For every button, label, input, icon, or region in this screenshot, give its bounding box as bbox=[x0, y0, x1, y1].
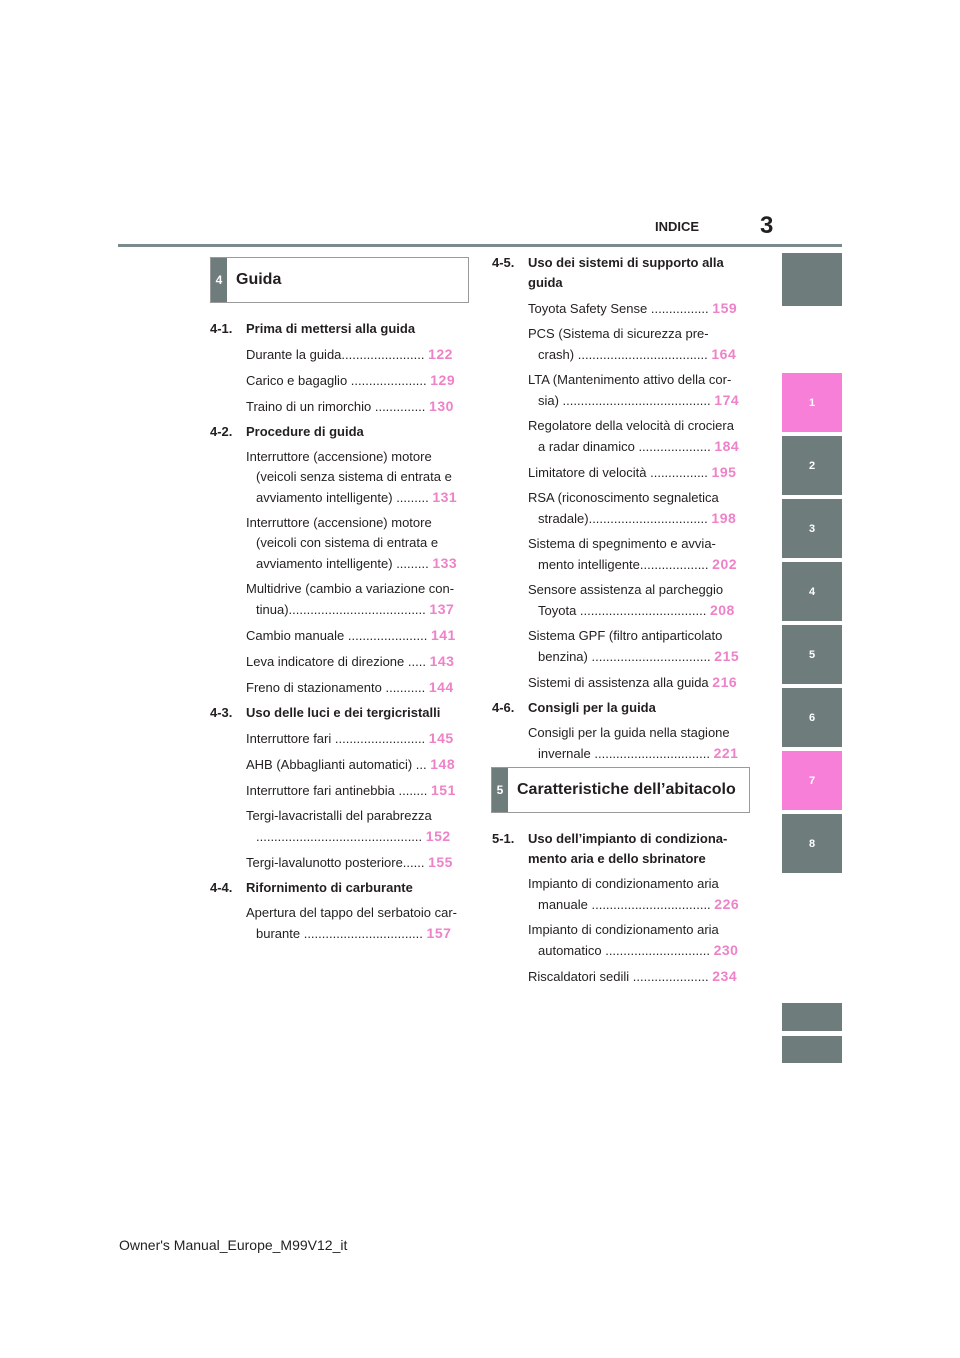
toc-entry-text: RSA (riconoscimento segnaletica bbox=[528, 490, 719, 505]
toc-entry-text: manuale ................................. bbox=[538, 897, 711, 912]
chapter-tab-label: 6 bbox=[808, 711, 816, 724]
chapter-tab-2[interactable] bbox=[782, 436, 842, 495]
toc-entry-label bbox=[246, 553, 468, 574]
page-link[interactable]: 151 bbox=[431, 782, 456, 798]
toc-entry-label bbox=[528, 436, 750, 457]
toc-entry[interactable] bbox=[210, 852, 468, 873]
toc-entry-label bbox=[528, 390, 750, 411]
toc-entry-label bbox=[246, 513, 468, 533]
toc-entry[interactable] bbox=[210, 651, 468, 672]
toc-entry-text: Interruttore fari ......................... bbox=[246, 731, 426, 746]
section-number: 4-2. bbox=[210, 424, 233, 439]
page-link[interactable]: 184 bbox=[714, 438, 740, 454]
toc-entry-text: Carico e bagaglio ..................... bbox=[246, 373, 427, 388]
chapter-title: Guida bbox=[236, 271, 282, 288]
toc-entry-label bbox=[246, 677, 468, 698]
toc-entry-text: Sensore assistenza al parcheggio bbox=[528, 582, 724, 597]
section-number: 4-5. bbox=[492, 255, 515, 270]
section-title: Uso delle luci e dei tergicristalli bbox=[246, 705, 441, 720]
toc-entry[interactable] bbox=[492, 874, 750, 915]
chapter-tab-6[interactable] bbox=[782, 688, 842, 747]
toc-entry[interactable] bbox=[492, 324, 750, 365]
toc-entry-text: avviamento intelligente) ......... bbox=[256, 556, 429, 571]
toc-entry-label bbox=[246, 579, 468, 599]
page-number: 3 bbox=[760, 212, 774, 239]
toc-entry-text: sia) ......................................... bbox=[538, 393, 711, 408]
page-link[interactable]: 221 bbox=[713, 745, 739, 761]
page-link[interactable]: 157 bbox=[426, 925, 452, 941]
toc-entry[interactable] bbox=[492, 298, 750, 319]
toc-entry-label bbox=[528, 874, 750, 894]
chapter-tab-4[interactable] bbox=[782, 562, 842, 621]
header-divider bbox=[118, 244, 842, 247]
chapter-tab-blank[interactable] bbox=[782, 1036, 842, 1063]
page-link[interactable]: 145 bbox=[428, 730, 454, 746]
toc-entry-label bbox=[528, 508, 750, 529]
section-number: 4-3. bbox=[210, 705, 233, 720]
toc-entry[interactable] bbox=[210, 579, 468, 620]
toc-entry[interactable] bbox=[210, 513, 468, 574]
toc-entry-label bbox=[528, 600, 750, 621]
toc-entry-label bbox=[246, 780, 468, 801]
chapter-tab-8[interactable] bbox=[782, 814, 842, 873]
section-title: Uso dell’impianto di condiziona- bbox=[528, 831, 728, 846]
page-link[interactable]: 226 bbox=[714, 896, 740, 912]
chapter-tab-label: 5 bbox=[808, 648, 816, 661]
page-link[interactable]: 129 bbox=[430, 372, 456, 388]
toc-entry-label bbox=[528, 723, 750, 743]
toc-entry-text: Cambio manuale ...................... bbox=[246, 628, 428, 643]
section-heading bbox=[210, 422, 468, 442]
toc-entry[interactable] bbox=[492, 920, 750, 961]
toc-entry-text: Tergi-lavalunotto posteriore...... bbox=[246, 855, 425, 870]
toc-right-column-top bbox=[492, 253, 750, 764]
toc-entry-text: Leva indicatore di direzione ..... bbox=[246, 654, 426, 669]
toc-entry-label bbox=[528, 894, 750, 915]
page-link[interactable]: 152 bbox=[425, 828, 451, 844]
toc-entry-label bbox=[246, 625, 468, 646]
chapter-number: 4 bbox=[211, 258, 227, 302]
toc-entry-text: Regolatore della velocità di crociera bbox=[528, 418, 734, 433]
page-link[interactable]: 208 bbox=[709, 602, 735, 618]
section-title: Procedure di guida bbox=[246, 424, 364, 439]
toc-entry-label bbox=[246, 487, 468, 508]
toc-entry-text: Interruttore (accensione) motore bbox=[246, 449, 432, 464]
toc-entry-text: crash) .................................... bbox=[538, 347, 708, 362]
toc-entry-text: Sistema di spegnimento e avvia- bbox=[528, 536, 716, 551]
chapter-tab-label: 2 bbox=[808, 459, 816, 472]
toc-entry-text: Riscaldatori sedili ..................... bbox=[528, 969, 709, 984]
page-link[interactable]: 216 bbox=[712, 674, 738, 690]
toc-entry-label bbox=[528, 534, 750, 554]
chapter-tab-3[interactable] bbox=[782, 499, 842, 558]
toc-entry[interactable] bbox=[492, 966, 750, 987]
section-title: Rifornimento di carburante bbox=[246, 880, 413, 895]
page-link[interactable]: 230 bbox=[713, 942, 739, 958]
toc-entry-text: (veicoli senza sistema di entrata e bbox=[256, 469, 452, 484]
toc-entry-text: automatico ............................. bbox=[538, 943, 710, 958]
page-link[interactable]: 148 bbox=[430, 756, 456, 772]
page-link[interactable]: 174 bbox=[714, 392, 740, 408]
toc-entry-text: LTA (Mantenimento attivo della cor- bbox=[528, 372, 732, 387]
section-heading bbox=[210, 319, 468, 339]
chapter-tab-blank[interactable] bbox=[782, 1003, 842, 1031]
section-number: 4-1. bbox=[210, 321, 233, 336]
toc-entry-text: Impianto di condizionamento aria bbox=[528, 922, 719, 937]
section-title: Uso dei sistemi di supporto alla bbox=[528, 255, 724, 270]
page-link[interactable]: 143 bbox=[429, 653, 455, 669]
toc-entry-text: PCS (Sistema di sicurezza pre- bbox=[528, 326, 709, 341]
page-link[interactable]: 131 bbox=[432, 489, 458, 505]
section-number: 5-1. bbox=[492, 831, 515, 846]
page-link[interactable]: 130 bbox=[429, 398, 454, 414]
page-link[interactable]: 198 bbox=[711, 510, 737, 526]
page-link[interactable]: 202 bbox=[712, 556, 738, 572]
chapter-tab-1[interactable] bbox=[782, 373, 842, 432]
page-link[interactable]: 137 bbox=[429, 601, 455, 617]
toc-entry[interactable] bbox=[210, 344, 468, 365]
chapter-number: 5 bbox=[492, 768, 508, 812]
toc-entry-label bbox=[246, 533, 468, 553]
toc-entry-label bbox=[246, 651, 468, 672]
chapter-tab-7[interactable] bbox=[782, 751, 842, 810]
toc-entry[interactable] bbox=[492, 723, 750, 764]
toc-entry-text: Freno di stazionamento ........... bbox=[246, 680, 426, 695]
toc-entry[interactable] bbox=[492, 416, 750, 457]
toc-entry[interactable] bbox=[492, 370, 750, 411]
toc-entry-text: Traino di un rimorchio .............. bbox=[246, 399, 426, 414]
toc-entry-label bbox=[528, 580, 750, 600]
toc-entry-text: .............................................. bbox=[256, 829, 423, 844]
toc-entry-text: tinua)...................................... bbox=[256, 602, 426, 617]
toc-entry-text: Limitatore di velocità ................ bbox=[528, 465, 708, 480]
page-link[interactable]: 195 bbox=[711, 464, 737, 480]
chapter-tab-label: 8 bbox=[808, 837, 816, 850]
page-link[interactable]: 159 bbox=[712, 300, 738, 316]
toc-entry-label bbox=[246, 852, 468, 873]
toc-entry-label bbox=[528, 488, 750, 508]
toc-entry[interactable] bbox=[210, 677, 468, 698]
toc-entry-label bbox=[246, 728, 468, 749]
section-heading bbox=[210, 703, 468, 723]
chapter-tab-label: 4 bbox=[808, 585, 816, 598]
toc-entry-text: Interruttore (accensione) motore bbox=[246, 515, 432, 530]
page-link[interactable]: 164 bbox=[711, 346, 737, 362]
toc-entry-label bbox=[246, 370, 468, 391]
toc-entry-text: Tergi-lavacristalli del parabrezza bbox=[246, 808, 432, 823]
chapter-tab-blank[interactable] bbox=[782, 253, 842, 306]
toc-entry[interactable] bbox=[210, 780, 468, 801]
toc-entry-label bbox=[246, 396, 468, 417]
toc-entry-label bbox=[246, 826, 468, 847]
toc-entry-label bbox=[528, 370, 750, 390]
section-number: 4-6. bbox=[492, 700, 515, 715]
toc-entry[interactable] bbox=[492, 488, 750, 529]
section-title: Prima di mettersi alla guida bbox=[246, 321, 416, 336]
chapter-heading-4 bbox=[210, 257, 469, 303]
toc-entry-text: AHB (Abbaglianti automatici) ... bbox=[246, 757, 427, 772]
page-link[interactable]: 122 bbox=[428, 346, 453, 362]
page-link[interactable]: 155 bbox=[428, 854, 453, 870]
toc-entry-text: stradale)................................. bbox=[538, 511, 708, 526]
page-link[interactable]: 144 bbox=[428, 679, 454, 695]
toc-entry-text: Durante la guida....................... bbox=[246, 347, 425, 362]
toc-entry[interactable] bbox=[210, 396, 468, 417]
toc-entry-text: a radar dinamico .................... bbox=[538, 439, 711, 454]
toc-entry-label bbox=[528, 646, 750, 667]
toc-right-column-bottom bbox=[492, 829, 750, 987]
toc-entry-text: Sistema GPF (filtro antiparticolato bbox=[528, 628, 723, 643]
chapter-tab-5[interactable] bbox=[782, 625, 842, 684]
toc-entry-text: benzina) ................................. bbox=[538, 649, 711, 664]
toc-entry[interactable] bbox=[492, 534, 750, 575]
section-heading bbox=[492, 698, 750, 718]
toc-entry-label bbox=[246, 903, 468, 923]
section-heading bbox=[210, 878, 468, 898]
page-link[interactable]: 141 bbox=[430, 627, 456, 643]
toc-entry-text: avviamento intelligente) ......... bbox=[256, 490, 429, 505]
toc-entry-label bbox=[246, 923, 468, 944]
chapter-tab-label: 3 bbox=[808, 522, 816, 535]
toc-entry[interactable] bbox=[210, 754, 468, 775]
toc-entry-text: Multidrive (cambio a variazione con- bbox=[246, 581, 455, 596]
toc-entry-label bbox=[528, 554, 750, 575]
toc-entry-label bbox=[246, 599, 468, 620]
toc-entry[interactable] bbox=[210, 625, 468, 646]
toc-entry-label bbox=[246, 806, 468, 826]
section-number: 4-4. bbox=[210, 880, 233, 895]
toc-entry-text: Apertura del tappo del serbatoio car- bbox=[246, 905, 458, 920]
toc-entry-label bbox=[528, 743, 750, 764]
toc-entry[interactable] bbox=[210, 806, 468, 847]
toc-entry-label bbox=[528, 940, 750, 961]
toc-entry-text: Consigli per la guida nella stagione bbox=[528, 725, 730, 740]
toc-entry-label bbox=[528, 462, 750, 483]
toc-entry[interactable] bbox=[492, 626, 750, 667]
toc-entry[interactable] bbox=[210, 728, 468, 749]
page-link[interactable]: 215 bbox=[714, 648, 740, 664]
toc-entry-text: Toyota Safety Sense ................ bbox=[528, 301, 709, 316]
toc-entry-label bbox=[246, 447, 468, 467]
toc-entry-text: burante ................................. bbox=[256, 926, 423, 941]
header-title: INDICE bbox=[655, 219, 700, 234]
toc-entry-label bbox=[246, 467, 468, 487]
toc-entry-label bbox=[528, 626, 750, 646]
toc-entry[interactable] bbox=[210, 447, 468, 508]
toc-entry[interactable] bbox=[492, 672, 750, 693]
section-title: guida bbox=[528, 275, 563, 290]
toc-entry-label bbox=[528, 920, 750, 940]
section-title: Consigli per la guida bbox=[528, 700, 656, 715]
toc-entry-label bbox=[528, 672, 750, 693]
footer-text: Owner's Manual_Europe_M99V12_it bbox=[119, 1237, 348, 1253]
toc-entry-label bbox=[528, 344, 750, 365]
chapter-tab-label: 1 bbox=[808, 396, 816, 409]
chapter-tab-label: 7 bbox=[808, 774, 816, 787]
toc-entry-text: (veicoli con sistema di entrata e bbox=[256, 535, 439, 550]
toc-entry-label bbox=[528, 416, 750, 436]
toc-entry-label bbox=[528, 324, 750, 344]
toc-left-column bbox=[210, 319, 468, 944]
toc-entry-label bbox=[528, 966, 750, 987]
toc-entry-text: mento intelligente................... bbox=[538, 557, 709, 572]
toc-entry-label bbox=[246, 344, 468, 365]
toc-entry[interactable] bbox=[210, 370, 468, 391]
toc-entry-label bbox=[246, 754, 468, 775]
chapter-heading-5 bbox=[491, 767, 750, 813]
section-heading bbox=[492, 253, 750, 293]
section-heading bbox=[492, 829, 750, 869]
toc-entry-text: Interruttore fari antinebbia ........ bbox=[246, 783, 428, 798]
toc-entry-text: Impianto di condizionamento aria bbox=[528, 876, 719, 891]
toc-entry-text: Toyota ................................... bbox=[538, 603, 707, 618]
section-title: mento aria e dello sbrinatore bbox=[528, 851, 706, 866]
toc-entry-label bbox=[528, 298, 750, 319]
toc-entry[interactable] bbox=[492, 462, 750, 483]
page-link[interactable]: 234 bbox=[712, 968, 738, 984]
toc-entry[interactable] bbox=[210, 903, 468, 944]
chapter-title: Caratteristiche dell’abitacolo bbox=[517, 781, 736, 798]
toc-entry[interactable] bbox=[492, 580, 750, 621]
toc-entry-text: Sistemi di assistenza alla guida bbox=[528, 675, 709, 690]
page-link[interactable]: 133 bbox=[432, 555, 458, 571]
toc-entry-text: invernale ................................ bbox=[538, 746, 710, 761]
